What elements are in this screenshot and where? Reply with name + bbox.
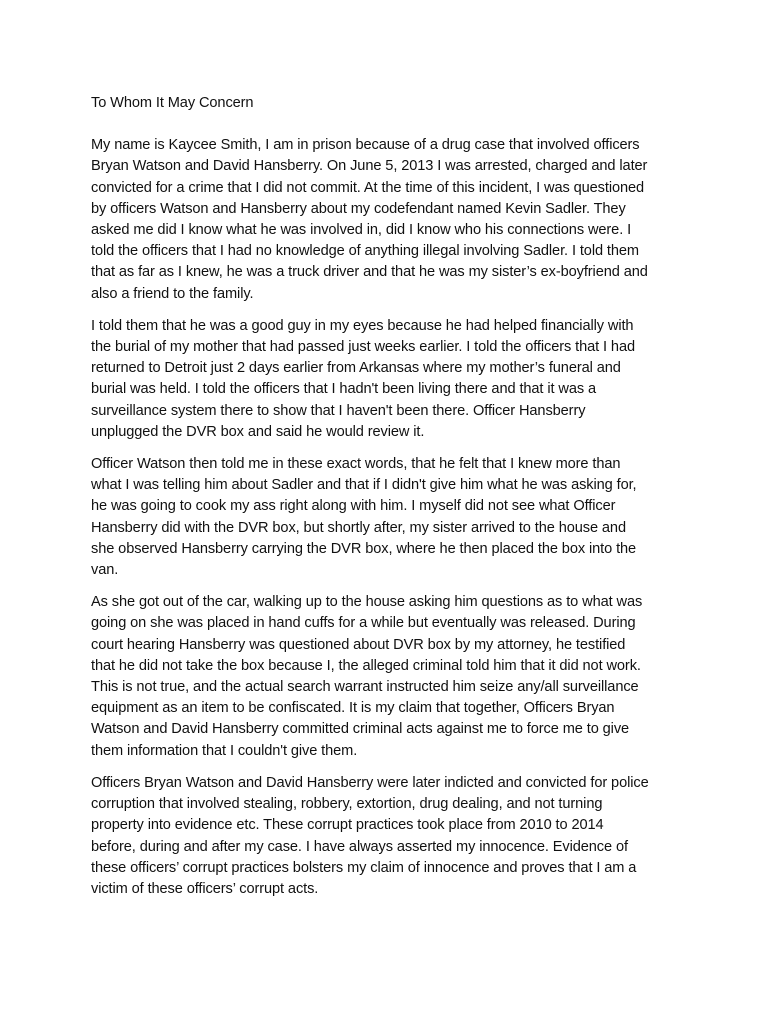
paragraph-5 <box>91 773 691 900</box>
salutation: To Whom It May Concern <box>91 95 254 111</box>
text-line: he was going to cook my ass right along with him. I myself did not see what Officer <box>91 498 616 515</box>
text-line: these officers’ corrupt practices bolsters my claim of innocence and proves that I am a <box>91 859 637 876</box>
text-line: by officers Watson and Hansberry about my codefendant named Kevin Sadler. They <box>91 200 626 217</box>
text-line: unplugged the DVR box and said he would review it. <box>91 423 425 440</box>
letter-paragraphs <box>91 135 691 900</box>
text-line: that he did not take the box because I, the alleged criminal told him that it did not work. <box>91 657 641 674</box>
paragraph-3 <box>91 454 691 581</box>
text-line: corruption that involved stealing, robbery, extortion, drug dealing, and not turning <box>91 796 603 813</box>
text-line: returned to Detroit just 2 days earlier from Arkansas where my mother’s funeral and <box>91 360 621 377</box>
text-line: going on she was placed in hand cuffs for a while but eventually was released. During <box>91 615 636 632</box>
text-line: equipment as an item to be confiscated. It is my claim that together, Officers Bryan <box>91 700 615 717</box>
text-line: Hansberry did with the DVR box, but shortly after, my sister arrived to the house and <box>91 519 626 536</box>
text-line: Officer Watson then told me in these exact words, that he felt that I knew more than <box>91 456 621 473</box>
text-line: My name is Kaycee Smith, I am in prison because of a drug case that involved officers <box>91 137 640 154</box>
text-line: she observed Hansberry carrying the DVR box, where he then placed the box into the <box>91 540 637 557</box>
text-line: burial was held. I told the officers that I hadn't been living there and that it was a <box>91 381 597 398</box>
text-line: the burial of my mother that had passed just weeks earlier. I told the officers that I had <box>91 339 635 356</box>
text-line: before, during and after my case. I have always asserted my innocence. Evidence of <box>91 838 628 855</box>
text-line: surveillance system there to show that I haven't been there. Officer Hansberry <box>91 402 586 419</box>
text-line: told the officers that I had no knowledge of anything illegal involving Sadler. I told them <box>91 243 639 260</box>
text-line: property into evidence etc. These corrupt practices took place from 2010 to 2014 <box>91 817 604 834</box>
letter-body <box>91 93 691 911</box>
text-line: As she got out of the car, walking up to the house asking him questions as to what was <box>91 594 643 611</box>
paragraph-2 <box>91 316 691 443</box>
text-line: court hearing Hansberry was questioned about DVR box by my attorney, he testified <box>91 636 626 653</box>
text-line: I told them that he was a good guy in my eyes because he had helped financially with <box>91 317 634 334</box>
text-line: victim of these officers’ corrupt acts. <box>91 880 319 897</box>
text-line: that as far as I knew, he was a truck driver and that he was my sister’s ex-boyfriend and <box>91 264 648 281</box>
text-line: This is not true, and the actual search warrant instructed him seize any/all surveillance <box>91 679 639 696</box>
text-line: them information that I couldn't give them. <box>91 742 358 759</box>
paragraph-1 <box>91 135 691 305</box>
text-line: convicted for a crime that I did not commit. At the time of this incident, I was questioned <box>91 179 645 196</box>
text-line: what I was telling him about Sadler and that if I didn't give him what he was asking for, <box>91 477 637 494</box>
text-line: also a friend to the family. <box>91 285 254 302</box>
text-line: Bryan Watson and David Hansberry. On June 5, 2013 I was arrested, charged and later <box>91 158 648 175</box>
text-line: van. <box>91 562 119 579</box>
paragraph-4 <box>91 592 691 762</box>
text-line: Officers Bryan Watson and David Hansberry were later indicted and convicted for police <box>91 774 649 791</box>
text-line: asked me did I know what he was involved in, did I know who his connections were. I <box>91 222 632 239</box>
text-line: Watson and David Hansberry committed criminal acts against me to force me to give <box>91 721 630 738</box>
